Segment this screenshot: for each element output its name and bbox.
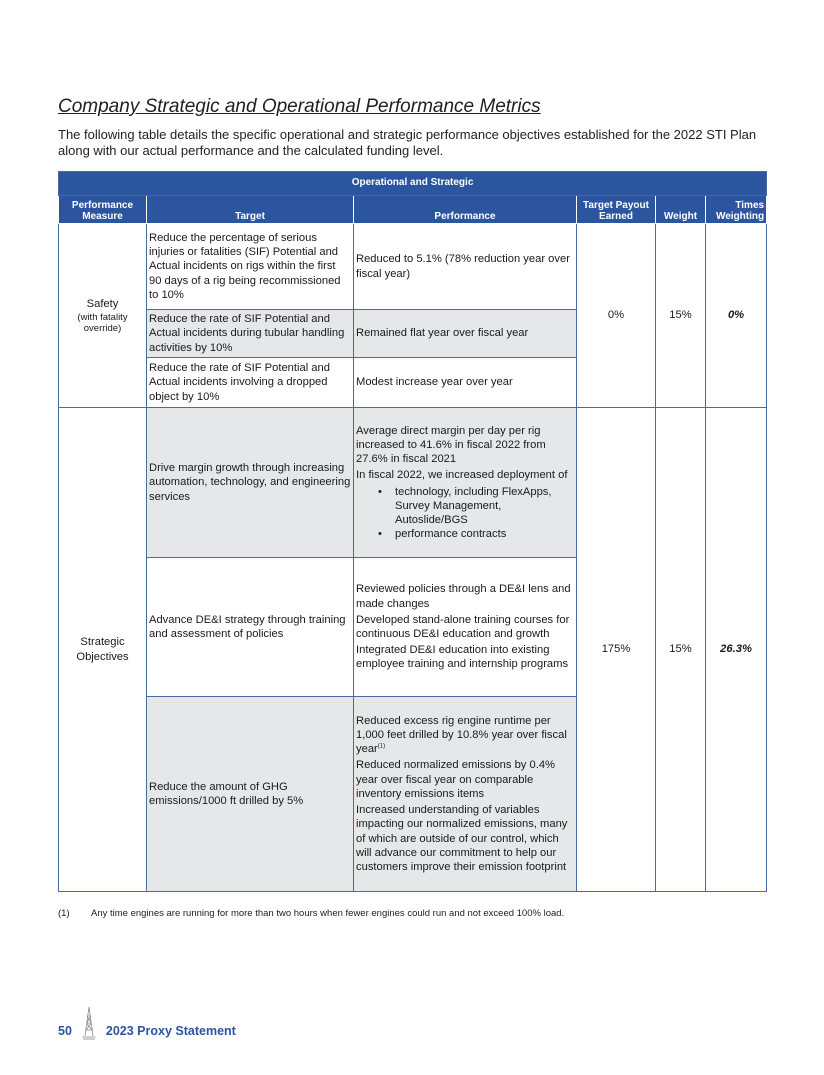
header-target-payout [577, 196, 656, 224]
page-number: 50 [58, 1024, 72, 1038]
drilling-rig-icon [82, 1006, 96, 1040]
strategic-perf-3-p3: Increased understanding of variables impacting our normalized emissions, many of which are outside of our control, which will advance our commitment to help our customers improve their emission footprint [356, 804, 568, 873]
strategic-perf-1-p1: Average direct margin per day per rig increased to 41.6% in fiscal 2022 from 27.6% in fiscal 2021 [356, 424, 546, 466]
strategic-target-2: Advance DE&I strategy through training and assessment of policies [147, 558, 354, 697]
safety-performance-1: Reduced to 5.1% (78% reduction year over fiscal year) [354, 224, 577, 310]
header-payout-line2: Earned [599, 211, 633, 222]
strategic-perf-2-p1: Reviewed policies through a DE&I lens and made changes [356, 583, 571, 610]
table-header-row [59, 196, 767, 224]
document-title: 2023 Proxy Statement [105, 1024, 236, 1038]
header-performance-measure [59, 196, 147, 224]
strategic-performance-2 [354, 558, 577, 697]
list-item: • performance contracts [378, 528, 507, 541]
safety-times-weighting: 0% [706, 224, 767, 408]
header-times-line1: Times [735, 200, 765, 211]
table-row [59, 408, 767, 558]
performance-metrics-table [58, 171, 767, 892]
safety-performance-2: Remained flat year over fiscal year [354, 310, 577, 358]
strategic-target-1: Drive margin growth through increasing automation, technology, and engineering services [147, 408, 354, 558]
strategic-target-3: Reduce the amount of GHG emissions/1000 ft drilled by 5% [147, 697, 354, 892]
header-target: Target [147, 196, 354, 224]
table-banner: Operational and Strategic [59, 172, 767, 196]
strategic-perf-1-p2: In fiscal 2022, we increased deployment of [356, 469, 568, 482]
measure-strategic: Strategic Objectives [59, 408, 147, 892]
bullet-icon: • [378, 528, 382, 541]
strategic-perf-3-p1: Reduced excess rig engine runtime per 1,000 feet drilled by 10.8% year over fiscal year$^{(1)}$ [356, 714, 567, 756]
footnote-mark: (1) [58, 908, 70, 919]
intro-paragraph: The following table details the specific operational and strategic performance objectives established for the 2022 STI Plan along with our actual performance and the calculated funding level. [58, 127, 757, 158]
footnote-text: Any time engines are running for more than two hours when fewer engines could run and not exceed 100% load. [91, 908, 565, 919]
header-times-weighting [706, 196, 767, 224]
page-footer [58, 1004, 236, 1040]
header-measure-line2: Measure [82, 211, 123, 222]
measure-safety-label: Safety [86, 298, 119, 311]
header-weight: Weight [656, 196, 706, 224]
strategic-payout: 175% [577, 408, 656, 892]
strategic-perf-2-p3: Integrated DE&I education into existing employee training and internship programs [356, 644, 569, 671]
strategic-times-weighting: 26.3% [706, 408, 767, 892]
header-performance: Performance [354, 196, 577, 224]
safety-target-2: Reduce the rate of SIF Potential and Actual incidents during tubular handling activities by 10% [147, 310, 354, 358]
strategic-performance-3 [354, 697, 577, 892]
strategic-performance-1 [354, 408, 577, 558]
table-row [59, 224, 767, 310]
strategic-perf-2-p2: Developed stand-alone training courses for continuous DE&I education and growth [356, 613, 570, 640]
footnote [58, 908, 778, 919]
list-item: • technology, including FlexApps, Survey Management, Autoslide/BGS [378, 485, 552, 526]
strategic-perf-1-bullets [356, 485, 574, 542]
header-payout-line1: Target Payout [583, 200, 649, 211]
strategic-weight: 15% [656, 408, 706, 892]
table-banner-row [59, 172, 767, 196]
safety-target-1: Reduce the percentage of serious injuries or fatalities (SIF) Potential and Actual incidents on rigs within the first 90 days of a rig being recommissioned to 10% [147, 224, 354, 310]
measure-safety-sublabel: (with fatality override) [77, 311, 128, 334]
section-heading: Company Strategic and Operational Performance Metrics [58, 96, 541, 117]
safety-target-3: Reduce the rate of SIF Potential and Actual incidents involving a dropped object by 10% [147, 358, 354, 408]
measure-safety [59, 224, 147, 408]
bullet-icon: • [378, 485, 382, 498]
header-measure-line1: Performance [71, 200, 134, 211]
safety-weight: 15% [656, 224, 706, 408]
strategic-perf-3-p2: Reduced normalized emissions by 0.4% year over fiscal year on comparable inventory emissions items [356, 759, 555, 800]
header-times-line2: Weighting [715, 211, 765, 222]
footnote-ref: (1) [377, 743, 386, 750]
safety-performance-3: Modest increase year over year [354, 358, 577, 408]
safety-payout: 0% [577, 224, 656, 408]
